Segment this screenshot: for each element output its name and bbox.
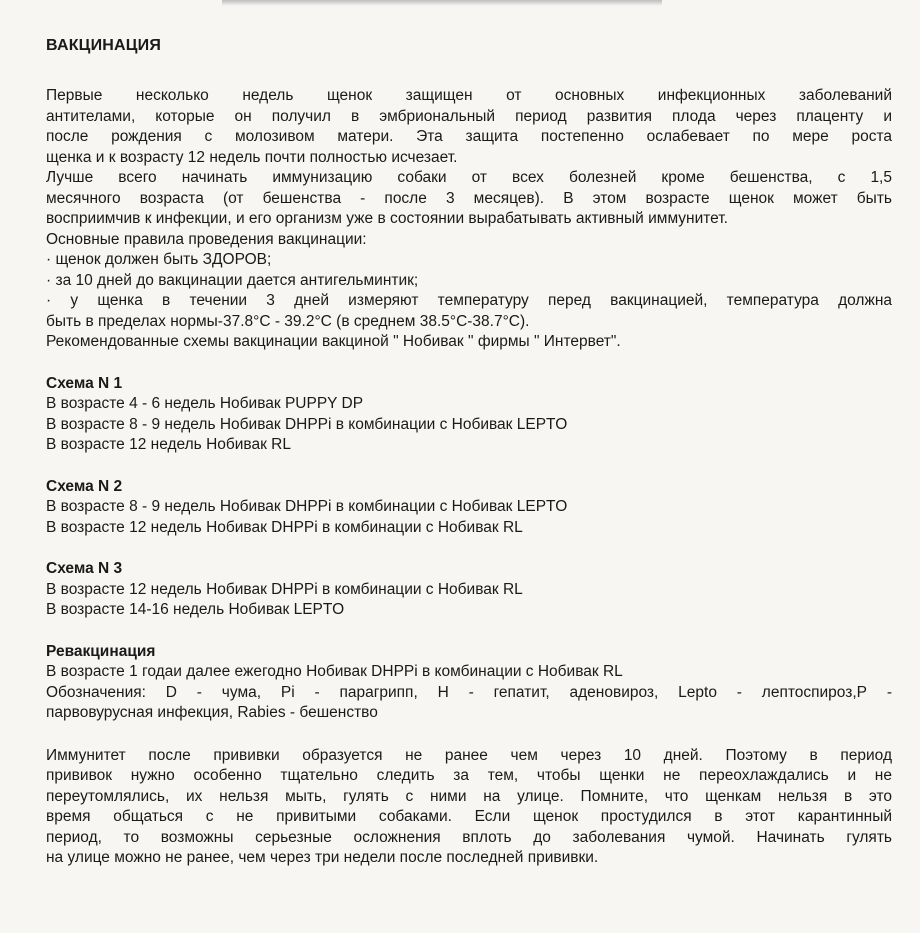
rule-item: · у щенка в течении 3 дней измеряют температуру перед вакцинацией, температура должна <box>46 292 892 309</box>
rule-item: · за 10 дней до вакцинации дается антигельминтик; <box>46 271 419 289</box>
revaccination-heading: Ревакцинация <box>46 642 156 660</box>
intro-paragraph-1 <box>46 86 892 168</box>
document-title: ВАКЦИНАЦИЯ <box>46 37 162 54</box>
text-line: после рождения с молозивом матери. Эта защита постепенно ослабевает по мере роста <box>46 128 892 145</box>
text-line: на улице можно не ранее, чем через три недели после последней прививки. <box>46 849 599 866</box>
text-line: месячного возраста (от бешенства - после 3 месяцев). В этом возрасте щенок может быть <box>46 189 892 207</box>
vaccination-rules <box>46 230 892 353</box>
text-line: восприимчив к инфекции, и его организм уже в состоянии вырабатывать активный иммунитет. <box>46 210 728 227</box>
scheme-line: В возрасте 12 недель Нобивак RL <box>46 436 291 453</box>
rule-item: быть в пределах нормы-37.8°С - 39.2°С (в среднем 38.5°С-38.7°С). <box>46 312 530 330</box>
scheme-line: В возрасте 8 - 9 недель Нобивак DHPPi в комбинации с Нобивак LEPTO <box>46 415 568 433</box>
scheme-line: В возрасте 12 недель Нобивак DHPPi в комбинации с Нобивак RL <box>46 580 523 598</box>
text-line: Первые несколько недель щенок защищен от основных инфекционных заболеваний <box>46 87 892 104</box>
document-page <box>46 36 892 869</box>
legend-line: Обозначения: D - чума, Pi - парагрипп, H - гепатит, аденовироз, Lepto - лептоспироз,Р - <box>46 683 892 701</box>
text-line: щенка и к возрасту 12 недель почти полностью исчезает. <box>46 148 458 166</box>
scheme-line: В возрасте 12 недель Нобивак DHPPi в комбинации с Нобивак RL <box>46 518 523 536</box>
scheme-heading: Схема N 1 <box>46 374 123 392</box>
text-line: Иммунитет после прививки образуется не ранее чем через 10 дней. Поэтому в период <box>46 746 892 764</box>
immunity-paragraph <box>46 746 892 869</box>
text-line: Лучше всего начинать иммунизацию собаки от всех болезней кроме бешенства, с 1,5 <box>46 169 892 186</box>
legend-line: парвовурусная инфекция, Rabies - бешенство <box>46 704 378 721</box>
rules-title: Основные правила проведения вакцинации: <box>46 230 367 248</box>
scheme-heading: Схема N 2 <box>46 477 123 495</box>
scheme-3 <box>46 559 892 621</box>
scheme-heading: Схема N 3 <box>46 560 123 577</box>
text-line: антителами, которые он получил в эмбриональный период развития плода через плаценту и <box>46 107 892 125</box>
rule-item: · щенок должен быть ЗДОРОВ; <box>46 251 272 268</box>
intro-paragraph-2 <box>46 168 892 230</box>
scheme-line: В возрасте 4 - 6 недель Нобивак PUPPY DP <box>46 395 364 412</box>
scheme-line: В возрасте 8 - 9 недель Нобивак DHPPi в комбинации с Нобивак LEPTO <box>46 498 568 515</box>
text-line: прививок нужно особенно тщательно следить за тем, чтобы щенки не переохлаждались и не <box>46 767 892 784</box>
text-line: переутомлялись, их нельзя мыть, гулять с ними на улице. Помните, что щенкам нельзя в это <box>46 787 892 805</box>
revaccination <box>46 642 892 724</box>
scheme-1 <box>46 374 892 456</box>
text-line: время общаться с не привитыми собаками. Если щенок простудился в этот карантинный <box>46 808 892 825</box>
revaccination-line: В возрасте 1 годаи далее ежегодно Нобивак DHPPi в комбинации с Нобивак RL <box>46 663 623 680</box>
scan-top-mark <box>222 0 662 6</box>
text-line: период, то возможны серьезные осложнения вплоть до заболевания чумой. Начинать гулять <box>46 828 892 846</box>
scheme-line: В возрасте 14-16 недель Нобивак LEPTO <box>46 601 345 618</box>
recommended-schemes: Рекомендованные схемы вакцинации вакциной " Нобивак " фирмы " Интервет". <box>46 333 621 350</box>
scheme-2 <box>46 477 892 539</box>
